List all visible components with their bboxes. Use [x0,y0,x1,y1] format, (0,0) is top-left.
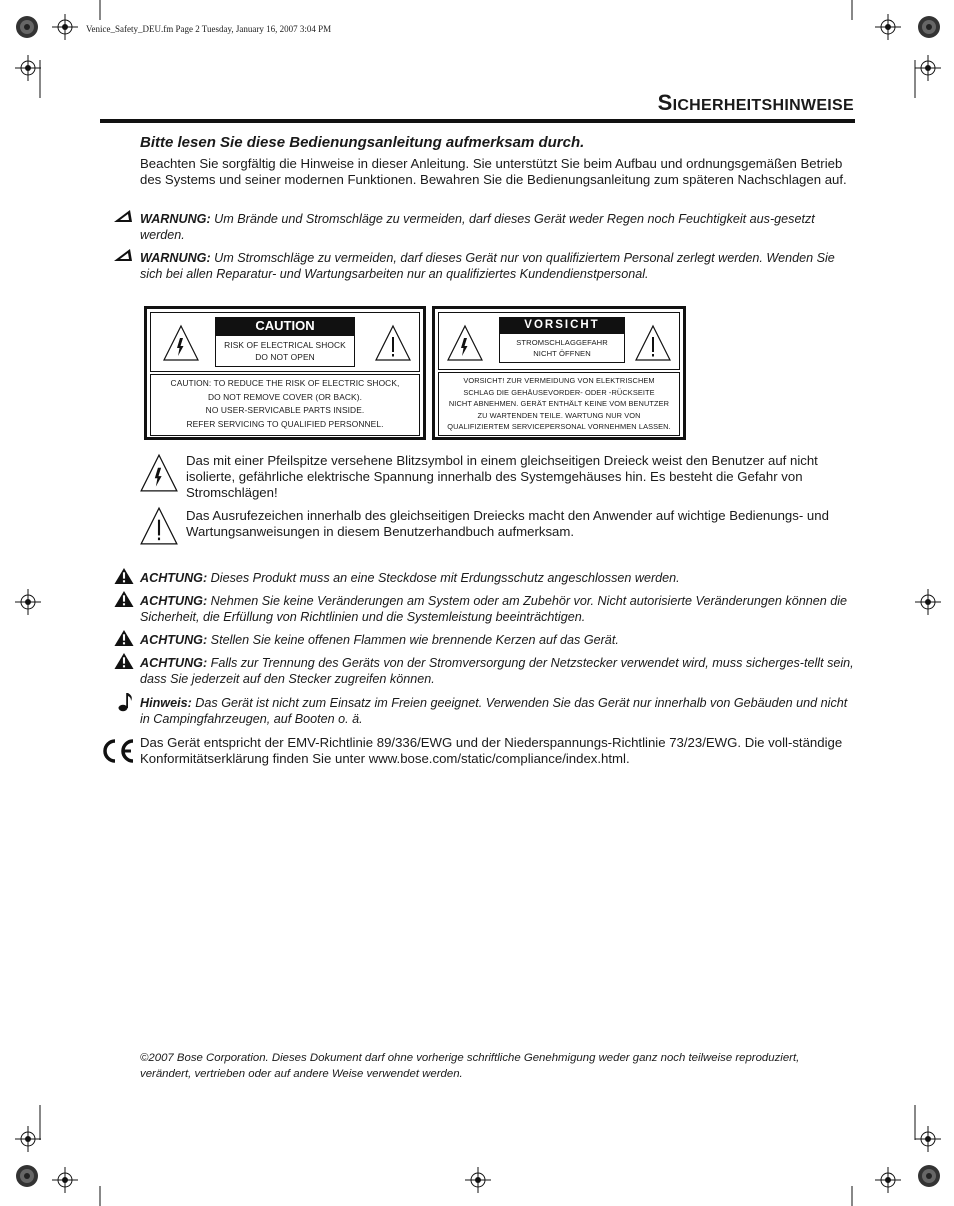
intro-body: Beachten Sie sorgfältig die Hinweise in dieser Anleitung. Sie unterstützt Sie beim Aufbau und ordnungsgemäßen Betrieb des Systems und seiner modernen Funktionen. Bewahren Sie die Bedienungsanleitung zum späteren Nachschlagen auf. [140,156,847,187]
caution-line-4: REFER SERVICING TO QUALIFIED PERSONNEL. [186,418,384,429]
attention-2-text: Nehmen Sie keine Veränderungen am System oder am Zubehör vor. Nicht autorisierte Veränderungen können die Sicherheit, die Erfüllung von Richtlinien und die Systemleistung beeinträchtigen. [140,594,848,624]
intro-heading: Bitte lesen Sie diese Bedienungsanleitung aufmerksam durch. [140,134,585,151]
warning-1-label: WARNUNG: [140,212,211,226]
caution-label-de-top [438,312,680,370]
vorsicht-sub-2: NICHT ÖFFNEN [533,349,591,358]
vorsicht-sub-1: STROMSCHLAGGEFAHR [516,338,608,347]
ce-mark-icon [100,737,136,765]
attention-3-text: Stellen Sie keine offenen Flammen wie brennende Kerzen auf das Gerät. [207,633,619,647]
attention-4 [140,655,855,687]
note-text: Das Gerät ist nicht zum Einsatz im Freien geeignet. Verwenden Sie das Gerät nur innerhalb von Gebäuden und nicht in Campingfahrzeugen, auf Booten o. ä. [140,696,848,726]
lightning-symbol-explanation: Das mit einer Pfeilspitze versehene Blitzsymbol in einem gleichseitigen Dreieck weist den Benutzer auf nicht isolierte, gefährliche elektrische Spannung innerhalb des Systemgehäuses hin. Es besteht die Gefahr von Stromschlägen! [186,453,818,500]
warning-1 [140,211,840,243]
attention-1-text: Dieses Produkt muss an eine Steckdose mit Erdungsschutz angeschlossen werden. [207,571,680,585]
vorsicht-sub-box [499,333,625,363]
caution-label-de [432,306,686,440]
exclamation-symbol-explanation: Das Ausrufezeichen innerhalb des gleichseitigen Dreiecks macht den Anwender auf wichtige Bedienungs- und Wartungsanweisungen in diesem Benutzerhandbuch aufmerksam. [186,508,829,539]
attention-1 [140,570,855,586]
caution-label-de-bottom [438,372,680,436]
title-initial: S [657,90,673,115]
caution-sub-1: RISK OF ELECTRICAL SHOCK [224,340,346,350]
caution-sub-box [215,335,355,367]
attention-2 [140,593,855,625]
caution-label-en [144,306,426,440]
caution-title: CAUTION [215,317,355,335]
attention-icon [114,652,134,670]
vorsicht-line-1: VORSICHT! ZUR VERMEIDUNG VON ELEKTRISCHEM [463,376,655,385]
vorsicht-title: VORSICHT [499,317,625,333]
warning-2 [140,250,840,282]
vorsicht-line-5: QUALIFIZIERTEM SERVICEPERSONAL VORNEHMEN LASSEN. [447,422,671,432]
lightning-triangle-icon [138,452,180,494]
caution-sub-2: DO NOT OPEN [255,352,315,362]
lightning-triangle-icon [161,323,201,363]
vorsicht-line-2: SCHLAG DIE GEHÄUSEVORDER- ODER -RÜCKSEITE [463,387,655,397]
caution-line-3: NO USER-SERVICABLE PARTS INSIDE. [205,405,365,415]
copyright-footer: ©2007 Bose Corporation. Dieses Dokument darf ohne vorherige schriftliche Genehmigung weder ganz noch teilweise reproduziert, verändert, vertrieben oder auf andere Weise verwendet werden. [140,1052,800,1080]
attention-4-label: ACHTUNG: [140,656,208,670]
lightning-triangle-icon [445,323,485,363]
attention-icon [114,567,134,585]
vorsicht-line-4: ZU WARTENDEN TEILE. WARTUNG NUR VON [477,410,641,420]
note-label: Hinweis: [140,696,192,710]
warning-1-text: Um Brände und Stromschläge zu vermeiden, darf dieses Gerät weder Regen noch Feuchtigkeit aus-gesetzt werden. [140,212,815,242]
caution-label-en-bottom [150,374,420,436]
caution-line-2: DO NOT REMOVE COVER (OR BACK). [207,391,363,402]
warning-icon [114,247,134,263]
page-title [658,90,854,116]
exclamation-triangle-icon [373,323,413,363]
warning-icon [114,208,134,224]
attention-1-label: ACHTUNG: [140,571,208,585]
warning-2-text: Um Stromschläge zu vermeiden, darf dieses Gerät nur von qualifiziertem Personal zerlegt werden. Wenden Sie sich bei allen Reparatur- und Wartungsarbeiten nur an qualifiziertes Kundendienstpersonal. [140,251,835,281]
caution-line-1: CAUTION: TO REDUCE THE RISK OF ELECTRIC SHOCK, [170,378,400,388]
exclamation-triangle-icon [633,323,673,363]
attention-3 [140,632,855,648]
title-rule [100,119,855,123]
title-rest: ICHERHEITSHINWEISE [672,97,854,114]
attention-4-text: Falls zur Trennung des Geräts von der Stromversorgung der Netzstecker verwendet wird, muss sicherges-tellt sein, dass Sie jederzeit auf den Stecker zugreifen können. [140,656,854,686]
file-header-line: Venice_Safety_DEU.fm Page 2 Tuesday, January 16, 2007 3:04 PM [86,24,332,34]
note [140,695,855,727]
vorsicht-line-3: NICHT ABNEHMEN. GERÄT ENTHÄLT KEINE VOM BENUTZER [448,399,670,409]
ce-compliance-text: Das Gerät entspricht der EMV-Richtlinie 89/336/EWG und der Niederspannungs-Richtlinie 73/23/EWG. Die voll-ständige Konformitätserklärung finden Sie unter www.bose.com/static/compliance/index.html. [140,735,843,766]
music-note-icon [118,692,134,712]
attention-2-label: ACHTUNG: [140,594,208,608]
attention-icon [114,590,134,608]
attention-icon [114,629,134,647]
warning-2-label: WARNUNG: [140,251,211,265]
attention-3-label: ACHTUNG: [140,633,208,647]
caution-label-en-top [150,312,420,372]
exclamation-triangle-icon [138,505,180,547]
